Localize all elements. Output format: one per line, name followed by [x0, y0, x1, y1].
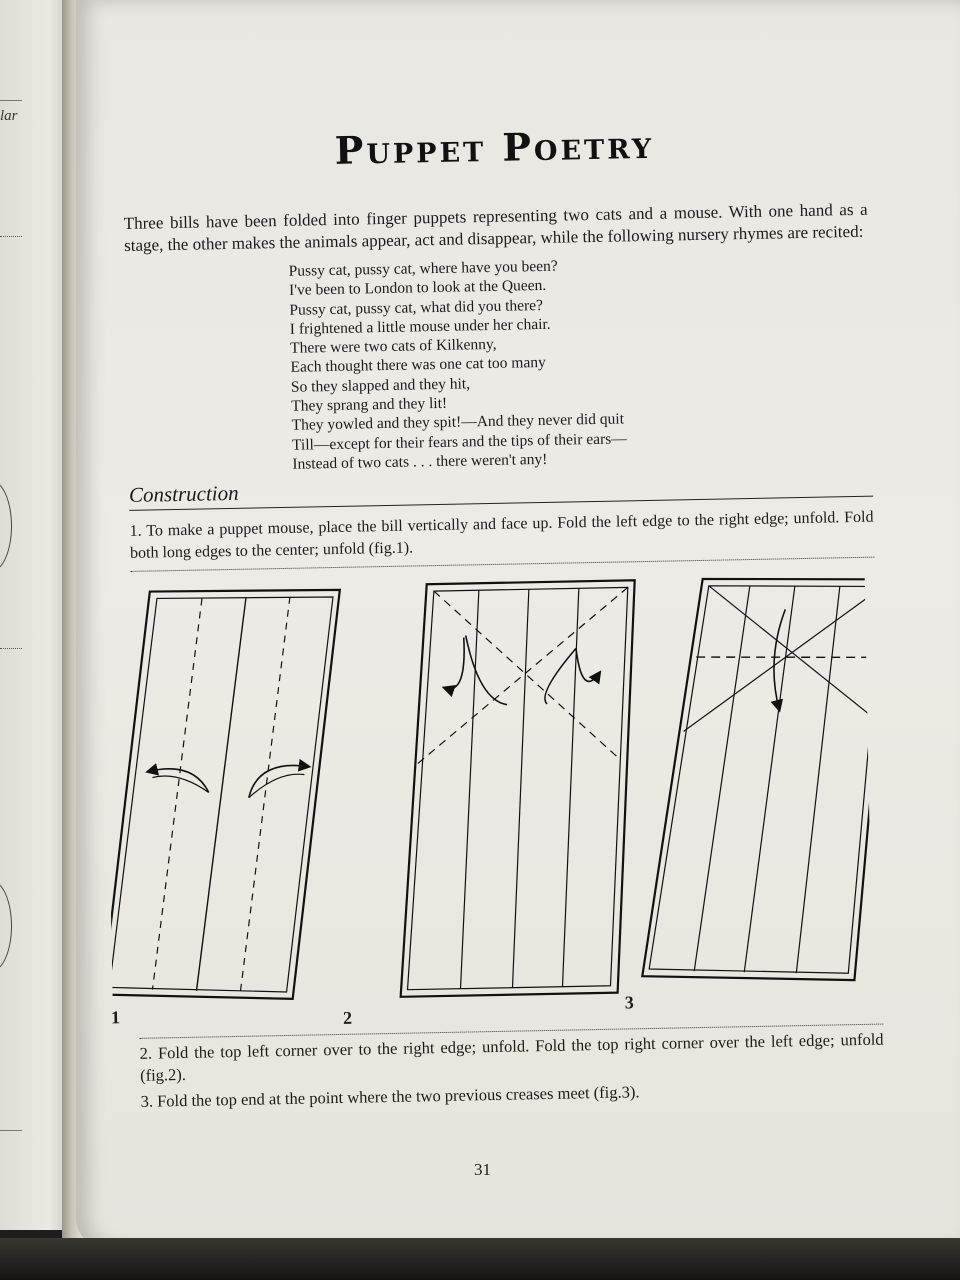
step-2-text: 2. Fold the top left corner over to the right edge; unfold. Fold the top right corner over the left edge; unfold (fig.2). [139, 1029, 884, 1086]
folding-diagrams [105, 568, 873, 1029]
dotted-divider [0, 236, 22, 237]
page-number: 31 [474, 1160, 491, 1179]
figure-1-diagram [105, 588, 348, 1003]
poem-line: I've been to London to look at the Queen. [288, 277, 547, 300]
poem-line: They sprang and they lit! [291, 394, 448, 415]
book-page [76, 0, 960, 1248]
figure-3-label: 3 [624, 992, 634, 1013]
poem-line: Pussy cat, pussy cat, where have you been? [288, 257, 558, 280]
folding-diagrams-svg [105, 568, 873, 1023]
left-page-edge [0, 0, 70, 1230]
poem-line: So they slapped and they hit, [290, 375, 471, 396]
poem [289, 251, 873, 474]
dotted-divider [0, 648, 22, 649]
poem-line: There were two cats of Kilkenny, [290, 336, 497, 357]
step-1-text: 1. To make a puppet mouse, place the bill vertically and face up. Fold the left edge to the right edge; unfold. Fold both long edges to the center; unfold (fig.1). [129, 508, 874, 563]
left-page-text-fragment: lar [0, 108, 18, 124]
step-3-text: 3. Fold the top end at the point where the two previous creases meet (fig.3). [140, 1082, 640, 1112]
figure-1-label: 1 [110, 1007, 121, 1028]
poem-line: Till—except for their fears and the tips of their ears— [291, 430, 627, 454]
divider-line [0, 1130, 22, 1131]
poem-line: They yowled and they spit!—And they never did quit [291, 410, 625, 435]
illustration-fragment [0, 480, 12, 572]
steps-2-3 [139, 1029, 884, 1113]
section-heading-construction: Construction [129, 469, 873, 511]
figure-2-diagram [393, 581, 643, 998]
illustration-fragment [0, 880, 12, 972]
table-surface [0, 1238, 960, 1280]
page-content [110, 118, 885, 1113]
figure-3-diagram [635, 576, 873, 985]
divider-line [0, 100, 22, 101]
poem-line: Pussy cat, pussy cat, what did you there? [289, 296, 544, 319]
poem-line: Each thought there was one cat too many [290, 354, 546, 377]
intro-paragraph: Three bills have been folded into finger puppets representing two cats and a mouse. With one hand as a stage, the other makes the animals appear, act and disappear, while the following nursery rhymes are recited: [123, 199, 868, 255]
poem-line: Instead of two cats . . . there weren't any! [292, 450, 548, 473]
poem-line: I frightened a little mouse under her chair. [289, 315, 551, 338]
figure-2-label: 2 [342, 1008, 353, 1029]
page-title: Puppet Poetry [334, 121, 655, 173]
